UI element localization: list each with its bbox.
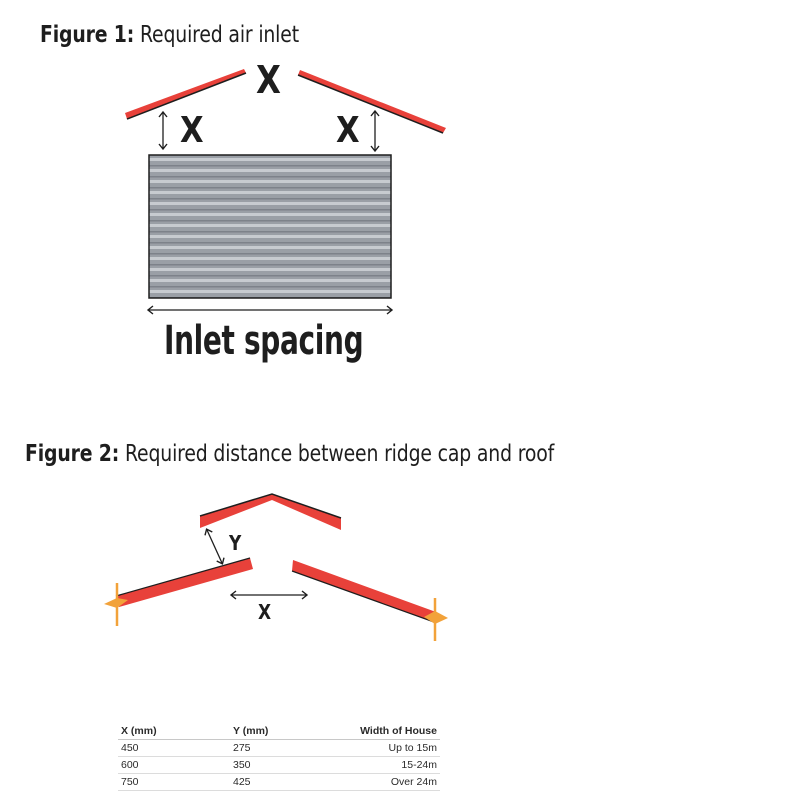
fig1-roof-right (298, 70, 446, 133)
figure-2-title-text: Required distance between ridge cap and roof (119, 441, 555, 467)
fig2-roof-right (292, 560, 436, 622)
fig1-x-left-label: X (180, 110, 204, 151)
table-header-y: Y (mm) (230, 722, 342, 740)
figure-2-title-bold: Figure 2: (25, 441, 120, 467)
table-header-row (118, 722, 440, 740)
table-cell: 600 (118, 757, 230, 774)
table-cell: 425 (230, 774, 342, 791)
table-cell: Over 24m (342, 774, 440, 791)
fig2-arrow-y (207, 530, 222, 563)
table-cell: 275 (230, 740, 342, 757)
table-row (118, 774, 440, 791)
table-cell: Up to 15m (342, 740, 440, 757)
table-cell: 15-24m (342, 757, 440, 774)
fig1-x-top-label: X (256, 58, 281, 102)
fig2-x-label: X (258, 600, 272, 624)
table-header-x: X (mm) (118, 722, 230, 740)
table-header-width: Width of House (342, 722, 440, 740)
fig2-y-label: Y (229, 531, 242, 555)
figure-1-title-bold: Figure 1: (40, 22, 135, 48)
figure-1-title-text: Required air inlet (134, 22, 299, 48)
table-cell: 350 (230, 757, 342, 774)
fig1-wall-panel (149, 155, 391, 299)
table-row (118, 757, 440, 774)
fig2-roof-left (116, 558, 253, 607)
spec-table (118, 722, 440, 791)
table-cell: 750 (118, 774, 230, 791)
figure-2-title (25, 441, 554, 467)
table-cell: 450 (118, 740, 230, 757)
fig2-ridge-cap (200, 494, 341, 530)
fig1-x-right-label: X (336, 110, 360, 151)
table-row (118, 740, 440, 757)
fig1-inlet-spacing-label: Inlet spacing (164, 318, 364, 364)
